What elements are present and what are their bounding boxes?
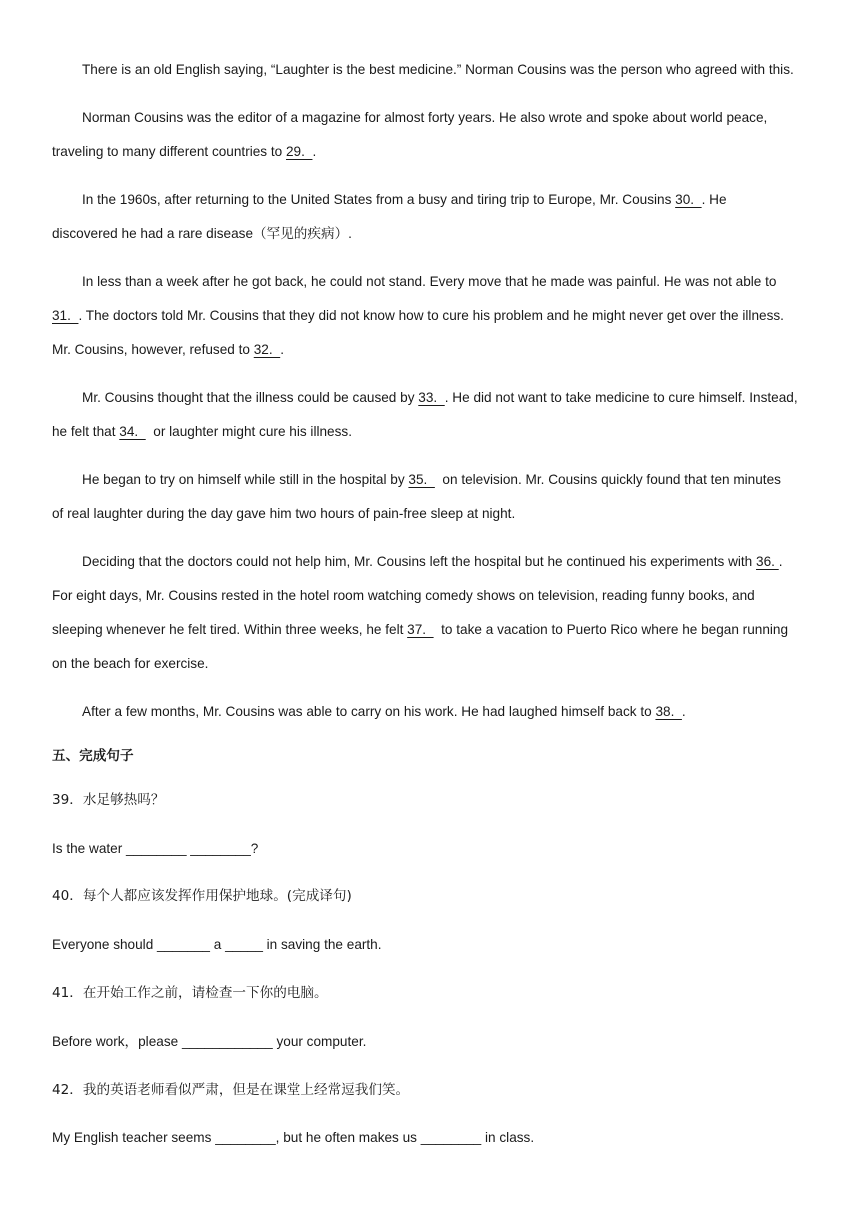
passage-line bbox=[82, 703, 686, 721]
passage-text: There is an old English saying, “Laughter is the best medicine.” Norman Cousins was the person who agreed with this. bbox=[82, 62, 794, 77]
passage-line bbox=[52, 587, 755, 605]
passage-line bbox=[52, 225, 352, 243]
blank-31[interactable]: 31. bbox=[52, 308, 79, 323]
passage-line bbox=[52, 505, 515, 523]
passage-text: In the 1960s, after returning to the United States from a busy and tiring trip to Europe, Mr. Cousins bbox=[82, 192, 676, 207]
passage-text: Mr. Cousins, however, refused to bbox=[52, 342, 254, 357]
passage-line bbox=[52, 143, 316, 161]
blank-32[interactable]: 32. bbox=[253, 342, 281, 357]
passage-text: . bbox=[280, 342, 284, 357]
question-42-sentence[interactable]: My English teacher seems ________, but he often makes us ________ in class. bbox=[52, 1130, 535, 1145]
blank-38[interactable]: 38. bbox=[655, 704, 682, 719]
passage-text: He began to try on himself while still in the hospital by bbox=[82, 472, 409, 487]
passage-text: . bbox=[681, 704, 686, 719]
passage-text: sleeping whenever he felt tired. Within three weeks, he felt bbox=[52, 622, 408, 637]
section-heading: 五、完成句子 bbox=[52, 748, 134, 764]
passage-line bbox=[52, 621, 788, 639]
passage-text: After a few months, Mr. Cousins was able to carry on his work. He had laughed himself back to bbox=[82, 704, 656, 719]
passage-text: discovered he had a rare disease（罕见的疾病）. bbox=[52, 226, 352, 241]
passage-text: . bbox=[312, 144, 317, 159]
blank-29[interactable]: 29. bbox=[286, 144, 313, 159]
passage-text: to take a vacation to Puerto Rico where he began running bbox=[433, 622, 789, 637]
passage-line bbox=[52, 655, 208, 673]
passage-text: In less than a week after he got back, he could not stand. Every move that he made was painful. He was not able to bbox=[82, 274, 777, 289]
passage-line bbox=[52, 341, 284, 359]
blank-30[interactable]: 30. bbox=[675, 192, 702, 207]
passage-text: . He did not want to take medicine to cure himself. Instead, bbox=[444, 390, 798, 405]
passage-text: . He bbox=[701, 192, 727, 207]
passage-text: Deciding that the doctors could not help him, Mr. Cousins left the hospital but he continued his experiments with bbox=[82, 554, 757, 569]
question-42-prompt: 42．我的英语老师看似严肃，但是在课堂上经常逗我们笑。 bbox=[52, 1082, 410, 1098]
passage-text: Mr. Cousins thought that the illness could be caused by bbox=[82, 390, 419, 405]
blank-34[interactable]: 34. bbox=[119, 424, 146, 439]
passage-line bbox=[82, 471, 781, 489]
blank-37[interactable]: 37. bbox=[407, 622, 434, 637]
passage-line bbox=[82, 109, 767, 127]
passage-text: or laughter might cure his illness. bbox=[145, 424, 352, 439]
passage-text: of real laughter during the day gave him two hours of pain-free sleep at night. bbox=[52, 506, 516, 521]
passage-text: . bbox=[778, 554, 783, 569]
passage-line bbox=[52, 307, 784, 325]
blank-35[interactable]: 35. bbox=[408, 472, 435, 487]
passage-text: . The doctors told Mr. Cousins that they did not know how to cure his problem and he might never get over the illness. bbox=[78, 308, 784, 323]
passage-line bbox=[82, 191, 727, 209]
passage-text: on the beach for exercise. bbox=[52, 656, 209, 671]
blank-33[interactable]: 33. bbox=[418, 390, 445, 405]
question-40-prompt: 40．每个人都应该发挥作用保护地球。(完成译句) bbox=[52, 888, 352, 904]
passage-line bbox=[82, 389, 798, 407]
question-40-sentence[interactable]: Everyone should _______ a _____ in saving the earth. bbox=[52, 937, 382, 952]
passage-text: traveling to many different countries to bbox=[52, 144, 286, 159]
passage-line bbox=[52, 423, 352, 441]
question-41-sentence[interactable]: Before work，please ____________ your computer. bbox=[52, 1034, 367, 1049]
passage-line bbox=[82, 273, 776, 291]
passage-line bbox=[82, 553, 783, 571]
passage-text: on television. Mr. Cousins quickly found that ten minutes bbox=[434, 472, 781, 487]
question-39-prompt: 39．水足够热吗？ bbox=[52, 792, 165, 808]
question-39-sentence[interactable]: Is the water ________ ________? bbox=[52, 841, 259, 856]
passage-text: Norman Cousins was the editor of a magazine for almost forty years. He also wrote and spoke about world peace, bbox=[82, 110, 768, 125]
passage-text: he felt that bbox=[52, 424, 120, 439]
question-41-prompt: 41．在开始工作之前，请检查一下你的电脑。 bbox=[52, 985, 328, 1001]
passage-line bbox=[82, 61, 794, 79]
passage-text: For eight days, Mr. Cousins rested in the hotel room watching comedy shows on television, reading funny books, and bbox=[52, 588, 755, 603]
blank-36[interactable]: 36. bbox=[756, 554, 779, 569]
